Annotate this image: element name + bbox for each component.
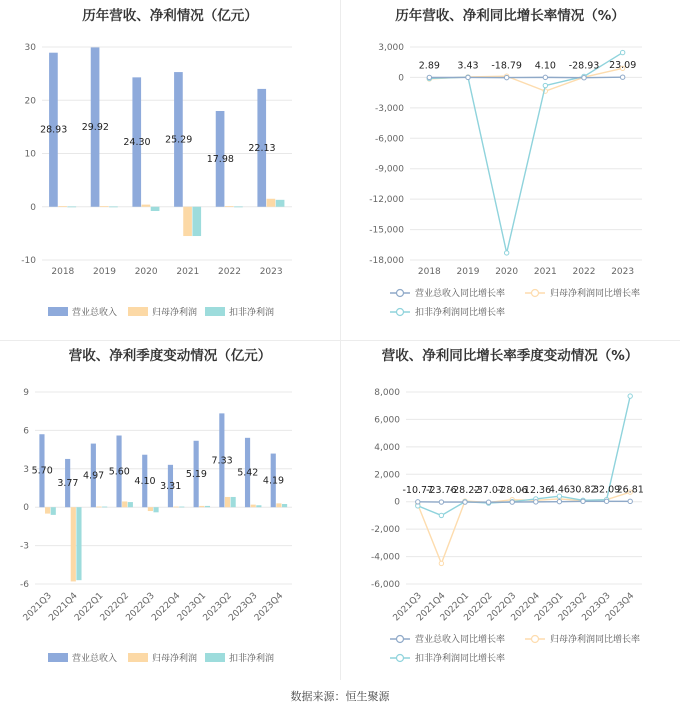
bar-deducted-profit — [256, 505, 261, 507]
growth-value-label: -10.77 — [402, 484, 434, 496]
growth-value-label: -28.22 — [449, 485, 481, 497]
y-tick-label: -18,000 — [369, 256, 404, 266]
growth-value-label: 26.81 — [616, 484, 644, 496]
legend-marker — [532, 636, 539, 643]
bar-value-label: 4.10 — [134, 475, 156, 487]
deducted-profit-growth-point — [439, 513, 443, 517]
bar-value-label: 25.29 — [165, 134, 193, 146]
x-tick-label: 2021Q4 — [415, 591, 448, 624]
growth-value-label: 4.10 — [534, 60, 556, 72]
legend-swatch — [48, 653, 68, 662]
x-tick-label: 2021Q3 — [391, 591, 424, 624]
legend-label: 营业总收入同比增长率 — [415, 289, 506, 299]
legend-label: 营业总收入 — [72, 654, 118, 664]
x-tick-label: 2022Q3 — [124, 591, 157, 624]
legend-swatch — [48, 307, 68, 316]
x-tick-label: 2018 — [51, 267, 75, 277]
y-tick-label: -2,000 — [370, 525, 400, 536]
deducted-profit-growth-point — [628, 394, 632, 398]
bar-value-label: 22.13 — [248, 142, 276, 154]
legend-label: 扣非净利润 — [229, 308, 275, 318]
y-tick-label: 2,000 — [374, 470, 400, 481]
bar-value-label: 17.98 — [206, 153, 234, 165]
bar-deducted-profit — [109, 206, 118, 207]
x-tick-label: 2022Q2 — [98, 591, 132, 624]
quarterly-revenue-profit-chart — [0, 340, 340, 680]
growth-value-label: -18.79 — [491, 60, 522, 72]
bar-net-profit — [174, 507, 179, 508]
net-profit-growth-line — [418, 492, 630, 563]
y-tick-label: 10 — [24, 149, 36, 160]
bar-deducted-profit — [67, 206, 76, 207]
growth-value-label: 4.46 — [548, 484, 570, 496]
y-tick-label: 0 — [394, 497, 400, 508]
y-tick-label: 3 — [23, 464, 29, 475]
bar-value-label: 5.42 — [237, 467, 259, 479]
chart-title: 营收、净利季度变动情况（亿元） — [68, 348, 272, 364]
legend-label: 扣非净利润同比增长率 — [415, 308, 506, 318]
y-tick-label: 4,000 — [374, 442, 400, 453]
chart-title: 历年营收、净利同比增长率情况（%） — [395, 8, 625, 24]
revenue-growth-point — [582, 76, 586, 80]
bar-deducted-profit — [276, 200, 285, 207]
legend-label: 归母净利润 — [152, 308, 198, 318]
legend-label: 归母净利润 — [152, 654, 198, 664]
quarterly-growth-chart — [340, 340, 680, 680]
bar-value-label: 4.19 — [262, 475, 285, 487]
bar-net-profit — [142, 205, 151, 207]
bar-deducted-profit — [151, 207, 160, 211]
growth-value-label: -28.93 — [568, 60, 600, 72]
x-tick-label: 2023Q4 — [603, 591, 637, 624]
annual-growth-panel — [340, 0, 680, 340]
legend-swatch — [205, 653, 225, 662]
bar-value-label: 4.97 — [83, 470, 105, 482]
x-tick-label: 2022 — [218, 267, 241, 277]
bar-value-label: 28.93 — [40, 124, 68, 136]
y-tick-label: -6,000 — [370, 580, 400, 590]
bar-net-profit — [276, 503, 281, 507]
legend-marker — [397, 290, 404, 297]
x-tick-label: 2023 — [611, 267, 635, 277]
x-tick-label: 2023Q1 — [533, 591, 566, 624]
annual-growth-chart — [340, 0, 680, 340]
legend-label: 扣非净利润 — [229, 654, 275, 664]
annual-revenue-profit-panel — [0, 0, 340, 340]
revenue-growth-point — [427, 75, 431, 79]
bar-value-label: 24.30 — [123, 137, 151, 149]
growth-value-label: -37.07 — [473, 485, 504, 497]
growth-value-label: 32.09 — [592, 484, 621, 496]
x-tick-label: 2023Q3 — [227, 591, 260, 624]
bar-net-profit — [183, 207, 192, 236]
y-tick-label: -15,000 — [369, 225, 404, 236]
legend-label: 营业总收入 — [72, 308, 118, 318]
y-tick-label: -10 — [21, 256, 36, 266]
growth-value-label: 2.89 — [418, 60, 440, 72]
bar-net-profit — [122, 501, 127, 507]
revenue-growth-point — [543, 75, 547, 79]
bar-deducted-profit — [128, 502, 133, 507]
x-tick-label: 2022Q3 — [485, 591, 519, 624]
annual-revenue-profit-chart — [0, 0, 340, 340]
deducted-profit-growth-point — [504, 251, 508, 255]
x-tick-label: 2022Q1 — [438, 591, 472, 624]
bar-net-profit — [267, 199, 276, 207]
x-tick-label: 2020 — [134, 267, 158, 277]
deducted-profit-growth-point — [620, 50, 624, 54]
growth-value-label: -28.06 — [496, 485, 528, 497]
growth-value-label: 3.43 — [457, 60, 479, 72]
data-source-footer: 数据来源：恒生聚源 — [290, 690, 390, 703]
legend-swatch — [128, 307, 148, 316]
deducted-profit-growth-line — [418, 396, 630, 515]
x-tick-label: 2020 — [495, 267, 519, 277]
bar-deducted-profit — [282, 504, 287, 507]
y-tick-label: -12,000 — [369, 195, 404, 206]
bar-value-label: 3.77 — [57, 478, 79, 490]
y-tick-label: 6,000 — [374, 415, 400, 426]
bar-deducted-profit — [234, 206, 243, 207]
growth-value-label: -12.36 — [520, 484, 552, 496]
bar-deducted-profit — [153, 507, 158, 512]
chart-title: 营收、净利同比增长率季度变动情况（%） — [381, 348, 639, 364]
legend-marker — [397, 655, 404, 662]
legend-label: 归母净利润同比增长率 — [550, 635, 641, 645]
bar-net-profit — [71, 507, 76, 581]
revenue-growth-point — [439, 500, 443, 504]
x-tick-label: 2018 — [417, 267, 441, 277]
revenue-growth-point — [463, 500, 467, 504]
revenue-growth-point — [620, 75, 624, 79]
deducted-profit-growth-point — [543, 83, 547, 87]
revenue-growth-point — [557, 499, 561, 503]
quarterly-growth-panel — [340, 340, 680, 680]
bar-deducted-profit — [102, 507, 107, 508]
y-tick-label: 6 — [23, 426, 29, 437]
bar-value-label: 5.70 — [31, 465, 53, 477]
bar-net-profit — [251, 505, 256, 508]
y-tick-label: 3,000 — [378, 43, 404, 53]
revenue-growth-point — [604, 499, 608, 503]
bar-net-profit — [199, 506, 204, 507]
bar-net-profit — [100, 206, 109, 207]
revenue-growth-point — [416, 500, 420, 504]
y-tick-label: 0 — [30, 202, 36, 213]
bar-net-profit — [45, 507, 50, 513]
net-profit-growth-point — [439, 561, 443, 565]
x-tick-label: 2023 — [259, 267, 283, 277]
x-tick-label: 2019 — [93, 267, 116, 277]
bar-deducted-profit — [51, 507, 56, 515]
legend-marker — [532, 290, 539, 297]
x-tick-label: 2022 — [572, 267, 596, 277]
x-tick-label: 2022Q1 — [73, 591, 106, 624]
y-tick-label: -6 — [20, 580, 29, 590]
y-tick-label: 0 — [398, 73, 404, 84]
x-tick-label: 2022Q4 — [509, 591, 542, 624]
growth-value-label: 30.82 — [569, 484, 597, 496]
y-tick-label: -9,000 — [374, 164, 404, 175]
bar-deducted-profit — [76, 507, 81, 580]
growth-value-label: -23.76 — [426, 485, 457, 497]
x-tick-label: 2023Q2 — [201, 591, 234, 624]
x-tick-label: 2019 — [456, 267, 480, 277]
x-tick-label: 2021 — [533, 267, 557, 277]
x-tick-label: 2021 — [176, 267, 200, 277]
x-tick-label: 2022Q2 — [462, 591, 495, 624]
growth-value-label: 23.09 — [609, 60, 637, 72]
y-tick-label: 8,000 — [374, 388, 400, 398]
y-tick-label: -6,000 — [374, 134, 404, 145]
bar-net-profit — [58, 206, 67, 207]
revenue-growth-point — [581, 499, 585, 503]
y-tick-label: -4,000 — [370, 552, 400, 563]
y-tick-label: 9 — [23, 388, 29, 398]
legend-swatch — [128, 653, 148, 662]
legend-label: 扣非净利润同比增长率 — [415, 654, 506, 664]
y-tick-label: -3,000 — [374, 103, 404, 114]
bar-net-profit — [96, 507, 101, 508]
bar-value-label: 5.19 — [185, 468, 207, 480]
y-tick-label: 0 — [23, 503, 29, 514]
bar-net-profit — [225, 497, 230, 507]
legend-marker — [397, 309, 404, 316]
y-tick-label: 30 — [24, 43, 36, 53]
x-tick-label: 2021Q4 — [47, 591, 80, 624]
bar-deducted-profit — [205, 506, 210, 507]
bar-deducted-profit — [192, 207, 201, 236]
y-tick-label: -3 — [20, 541, 29, 552]
legend-label: 归母净利润同比增长率 — [550, 289, 641, 299]
legend-swatch — [205, 307, 225, 316]
bar-value-label: 5.60 — [108, 466, 130, 478]
x-tick-label: 2023Q4 — [252, 591, 286, 624]
revenue-growth-line — [429, 77, 622, 78]
bar-value-label: 7.33 — [211, 455, 233, 467]
bar-net-profit — [148, 507, 153, 511]
x-tick-label: 2021Q3 — [21, 591, 54, 624]
bar-value-label: 29.92 — [81, 122, 109, 134]
revenue-growth-point — [466, 75, 470, 79]
bar-net-profit — [225, 206, 234, 207]
bar-value-label: 3.31 — [160, 481, 182, 493]
revenue-growth-point — [510, 500, 514, 504]
x-tick-label: 2023Q2 — [556, 591, 590, 624]
revenue-growth-point — [534, 500, 538, 504]
revenue-growth-point — [504, 75, 508, 79]
quarterly-revenue-profit-panel — [0, 340, 340, 680]
y-tick-label: 20 — [24, 96, 36, 107]
deducted-profit-growth-line — [429, 53, 622, 253]
x-tick-label: 2023Q3 — [580, 591, 613, 624]
legend-marker — [397, 636, 404, 643]
revenue-growth-point — [486, 500, 490, 504]
chart-title: 历年营收、净利情况（亿元） — [82, 8, 258, 24]
legend-label: 营业总收入同比增长率 — [415, 635, 506, 645]
revenue-growth-point — [628, 499, 632, 503]
bar-deducted-profit — [231, 497, 236, 507]
x-tick-label: 2023Q1 — [175, 591, 209, 624]
x-tick-label: 2022Q4 — [150, 591, 183, 624]
bar-deducted-profit — [179, 507, 184, 508]
